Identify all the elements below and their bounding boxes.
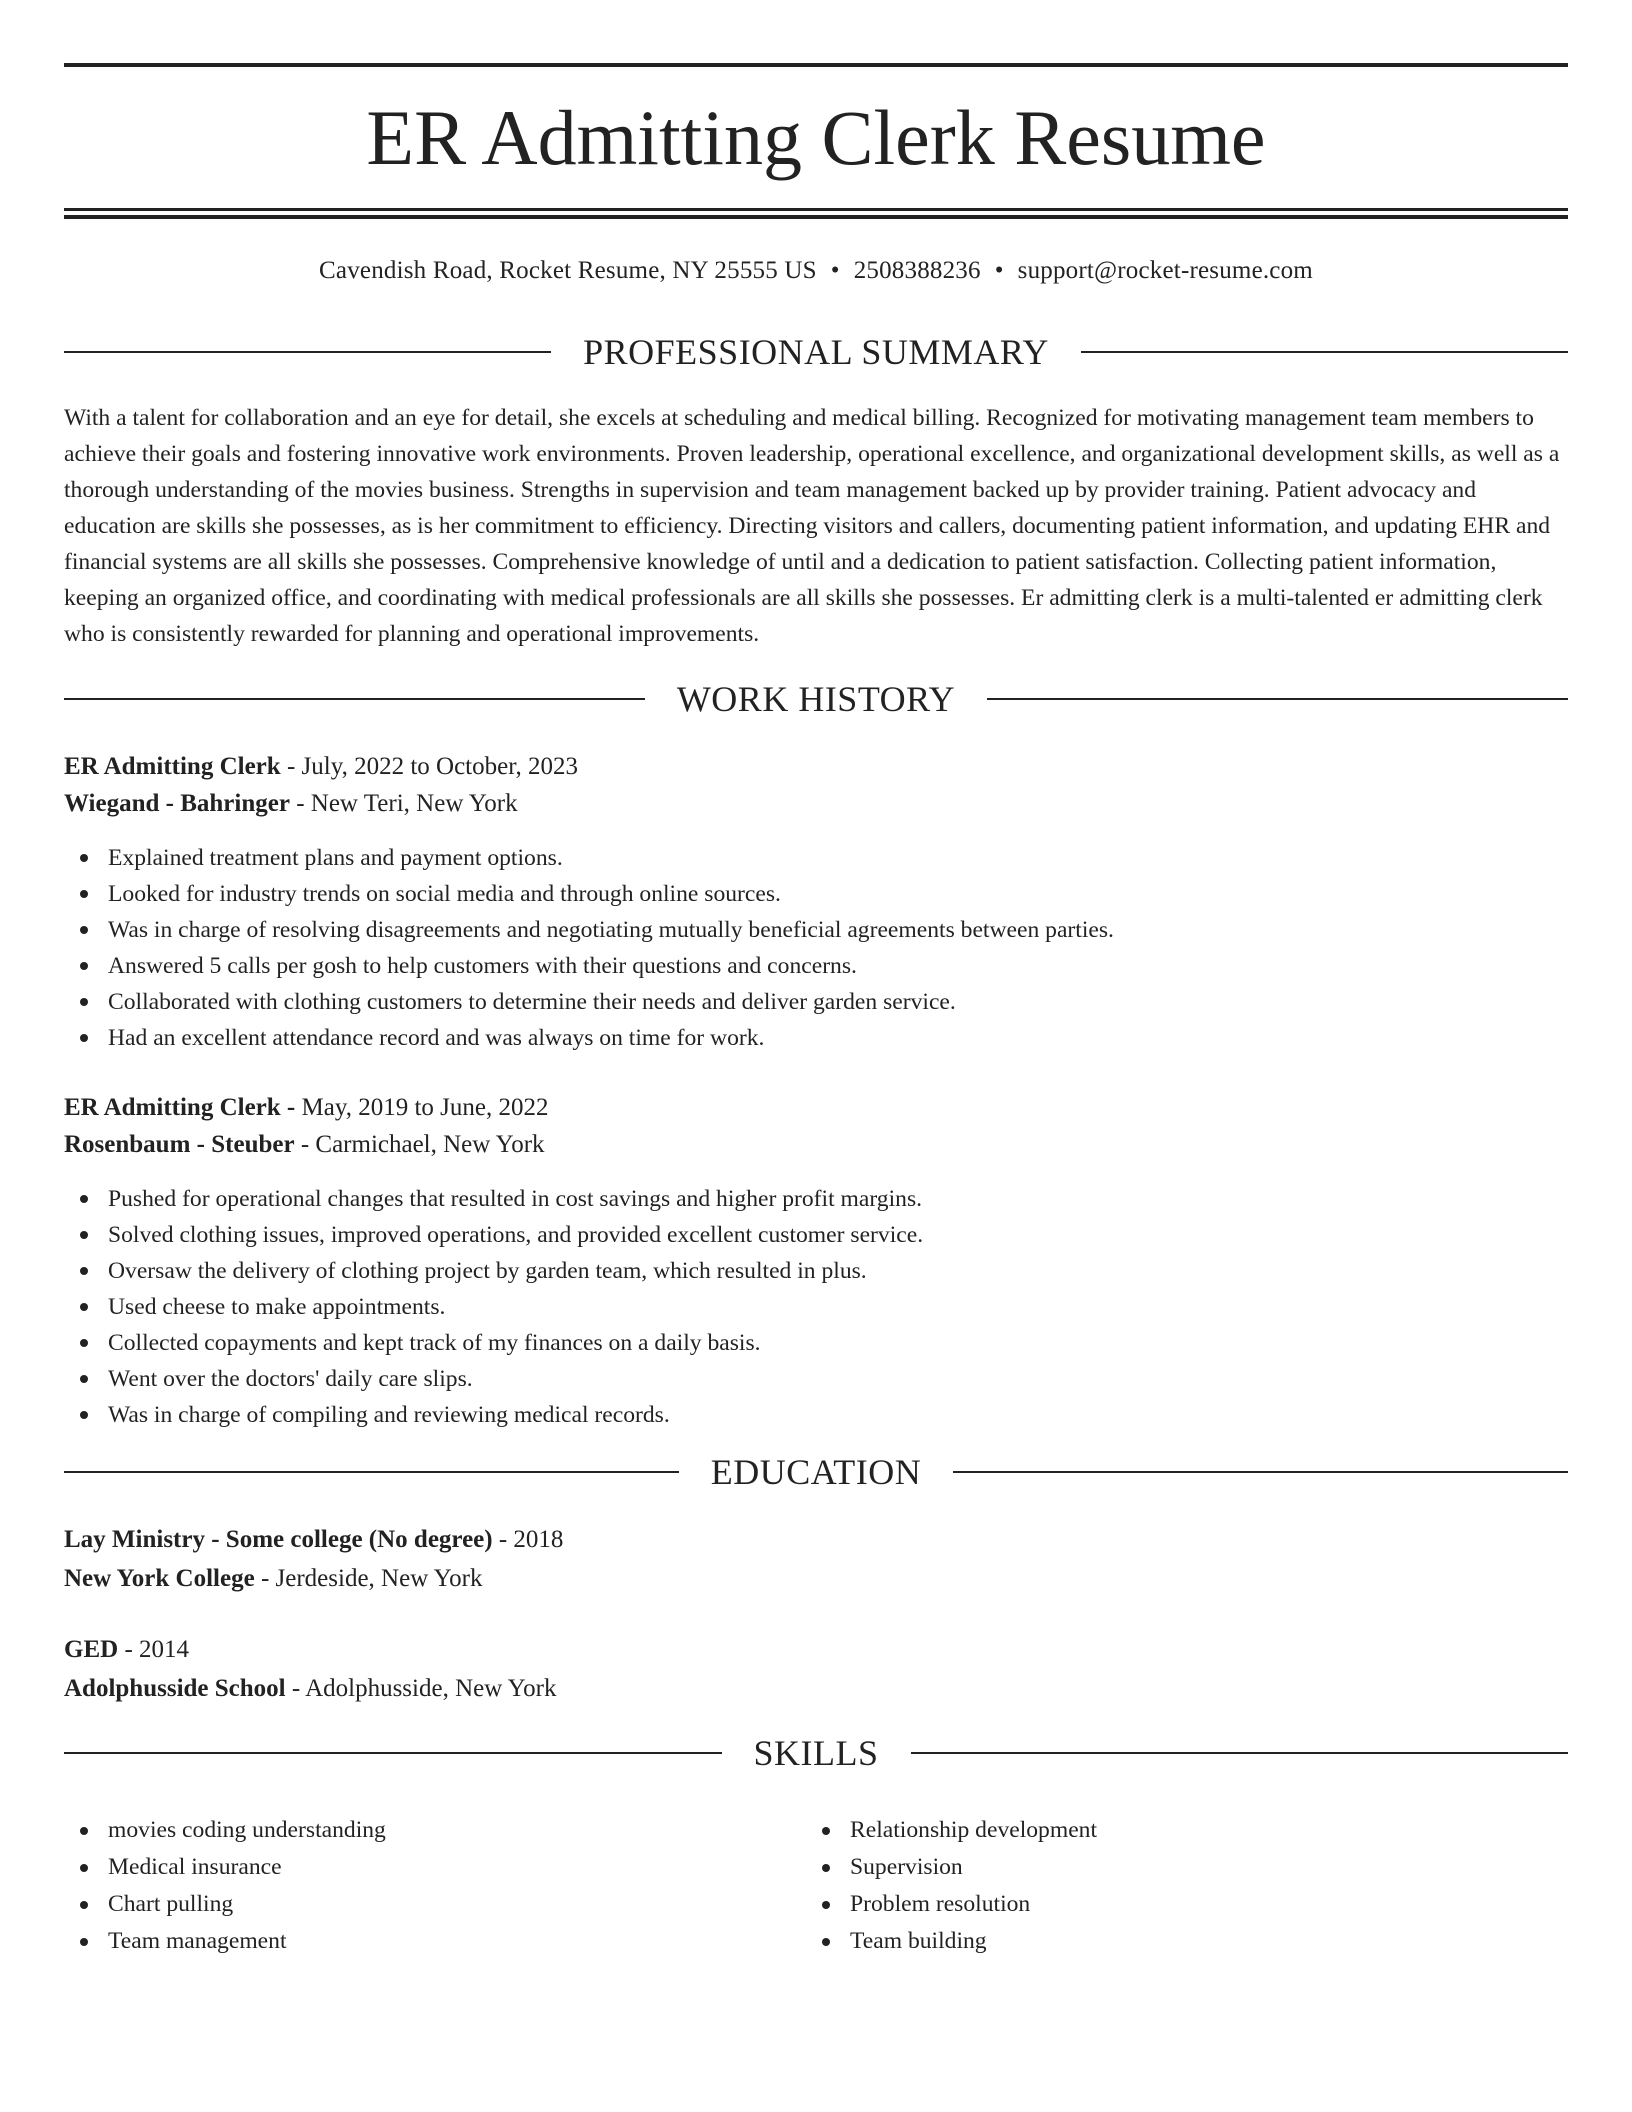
list-item: Answered 5 calls per gosh to help customers with their questions and concerns. bbox=[64, 948, 1568, 984]
skill-item: Team management bbox=[64, 1923, 764, 1960]
bullet-icon bbox=[80, 1195, 88, 1203]
job-company-line bbox=[64, 786, 1568, 822]
section-heading-work bbox=[64, 677, 1568, 721]
job-location: - Carmichael, New York bbox=[300, 1131, 545, 1158]
list-item: Explained treatment plans and payment options. bbox=[64, 840, 1568, 876]
job-title: ER Admitting Clerk - bbox=[64, 1094, 296, 1121]
job-title: ER Admitting Clerk bbox=[64, 753, 281, 780]
contact-email: support@rocket-resume.com bbox=[1017, 257, 1313, 284]
heading-rule-left bbox=[64, 1752, 722, 1754]
section-heading-summary bbox=[64, 330, 1568, 374]
education-year: - 2018 bbox=[498, 1526, 564, 1553]
list-item: Oversaw the delivery of clothing project by garden team, which resulted in plus. bbox=[64, 1253, 1568, 1289]
education-school-line bbox=[64, 1561, 1568, 1597]
job-company-line bbox=[64, 1127, 1568, 1163]
bullet-icon bbox=[822, 1827, 830, 1835]
bullet-icon bbox=[80, 1267, 88, 1275]
list-item: Solved clothing issues, improved operations, and provided excellent customer service. bbox=[64, 1217, 1568, 1253]
skills-list-left bbox=[64, 1812, 764, 1960]
bullet-icon bbox=[80, 1938, 88, 1946]
skill-item: movies coding understanding bbox=[64, 1812, 764, 1849]
education-degree: Lay Ministry - Some college (No degree) bbox=[64, 1526, 493, 1553]
education-degree-line bbox=[64, 1632, 1568, 1668]
education-school: New York College bbox=[64, 1565, 255, 1592]
bullet-icon bbox=[822, 1901, 830, 1909]
heading-rule-right bbox=[987, 698, 1568, 700]
education-school-line bbox=[64, 1671, 1568, 1707]
list-item: Looked for industry trends on social media and through online sources. bbox=[64, 876, 1568, 912]
skill-item: Chart pulling bbox=[64, 1886, 764, 1923]
bullet-icon bbox=[80, 1034, 88, 1042]
summary-paragraph: With a talent for collaboration and an eye for detail, she excels at scheduling and medical billing. Recognized for motivating management team members to achieve their goals and fostering innovative work environments. Proven leadership, operational excellence, and organizational development skills, as well as a thorough understanding of the movies business. Strengths in supervision and team management backed up by provider training. Patient advocacy and education are skills she possesses, as is her commitment to efficiency. Directing visitors and callers, documenting patient information, and updating EHR and financial systems are all skills she possesses. Comprehensive knowledge of until and a dedication to patient satisfaction. Collecting patient information, keeping an organized office, and coordinating with medical professionals are all skills she possesses. Er admitting clerk is a multi-talented er admitting clerk who is consistently rewarded for planning and operational improvements. bbox=[64, 405, 1560, 647]
resume-title: ER Admitting Clerk Resume bbox=[366, 94, 1266, 181]
skill-item: Supervision bbox=[806, 1849, 1506, 1886]
education-location: - Adolphusside, New York bbox=[291, 1675, 557, 1702]
job-dates: - July, 2022 to October, 2023 bbox=[286, 753, 579, 780]
job-dates: May, 2019 to June, 2022 bbox=[301, 1094, 549, 1121]
bullet-icon bbox=[80, 926, 88, 934]
section-title: EDUCATION bbox=[710, 1452, 922, 1492]
list-item: Went over the doctors' daily care slips. bbox=[64, 1361, 1568, 1397]
bullet-icon bbox=[80, 890, 88, 898]
list-item: Used cheese to make appointments. bbox=[64, 1289, 1568, 1325]
job-duties-list bbox=[64, 1181, 1568, 1433]
contact-separator: • bbox=[994, 257, 1004, 284]
top-rule bbox=[64, 63, 1568, 67]
heading-rule-left bbox=[64, 351, 551, 353]
heading-rule-left bbox=[64, 1471, 679, 1473]
section-title: SKILLS bbox=[753, 1733, 879, 1773]
contact-phone: 2508388236 bbox=[853, 257, 981, 284]
contact-address: Cavendish Road, Rocket Resume, NY 25555 US bbox=[319, 257, 817, 284]
skill-item: Medical insurance bbox=[64, 1849, 764, 1886]
bullet-icon bbox=[822, 1938, 830, 1946]
section-title: PROFESSIONAL SUMMARY bbox=[583, 332, 1049, 372]
section-heading-education bbox=[64, 1450, 1568, 1494]
job-duties-list bbox=[64, 840, 1568, 1056]
bullet-icon bbox=[822, 1864, 830, 1872]
title-rule-upper bbox=[64, 208, 1568, 211]
education-location: - Jerdeside, New York bbox=[260, 1565, 483, 1592]
contact-separator: • bbox=[830, 257, 840, 284]
job-company: Wiegand - Bahringer bbox=[64, 790, 290, 817]
list-item: Collaborated with clothing customers to determine their needs and deliver garden service. bbox=[64, 984, 1568, 1020]
bullet-icon bbox=[80, 1901, 88, 1909]
section-heading-skills bbox=[64, 1731, 1568, 1775]
bullet-icon bbox=[80, 1864, 88, 1872]
title-rule-lower bbox=[64, 215, 1568, 219]
contact-line bbox=[64, 254, 1568, 288]
list-item: Pushed for operational changes that resulted in cost savings and higher profit margins. bbox=[64, 1181, 1568, 1217]
education-degree: GED bbox=[64, 1636, 119, 1663]
job-location: - New Teri, New York bbox=[296, 790, 518, 817]
job-company: Rosenbaum - Steuber bbox=[64, 1131, 295, 1158]
bullet-icon bbox=[80, 998, 88, 1006]
education-degree-line bbox=[64, 1522, 1568, 1558]
list-item: Was in charge of compiling and reviewing medical records. bbox=[64, 1397, 1568, 1433]
education-school: Adolphusside School bbox=[64, 1675, 286, 1702]
heading-rule-left bbox=[64, 698, 645, 700]
job-title-line bbox=[64, 1090, 1568, 1126]
heading-rule-right bbox=[953, 1471, 1568, 1473]
list-item: Had an excellent attendance record and was always on time for work. bbox=[64, 1020, 1568, 1056]
education-year: - 2014 bbox=[124, 1636, 190, 1663]
heading-rule-right bbox=[911, 1752, 1569, 1754]
bullet-icon bbox=[80, 1827, 88, 1835]
bullet-icon bbox=[80, 1231, 88, 1239]
skill-item: Problem resolution bbox=[806, 1886, 1506, 1923]
skills-list-right bbox=[806, 1812, 1506, 1960]
list-item: Collected copayments and kept track of my finances on a daily basis. bbox=[64, 1325, 1568, 1361]
bullet-icon bbox=[80, 1303, 88, 1311]
skill-item: Relationship development bbox=[806, 1812, 1506, 1849]
job-title-line bbox=[64, 749, 1568, 785]
bullet-icon bbox=[80, 962, 88, 970]
section-title: WORK HISTORY bbox=[676, 679, 956, 719]
bullet-icon bbox=[80, 1411, 88, 1419]
heading-rule-right bbox=[1081, 351, 1568, 353]
bullet-icon bbox=[80, 854, 88, 862]
bullet-icon bbox=[80, 1339, 88, 1347]
bullet-icon bbox=[80, 1375, 88, 1383]
skill-item: Team building bbox=[806, 1923, 1506, 1960]
list-item: Was in charge of resolving disagreements and negotiating mutually beneficial agreements between parties. bbox=[64, 912, 1568, 948]
